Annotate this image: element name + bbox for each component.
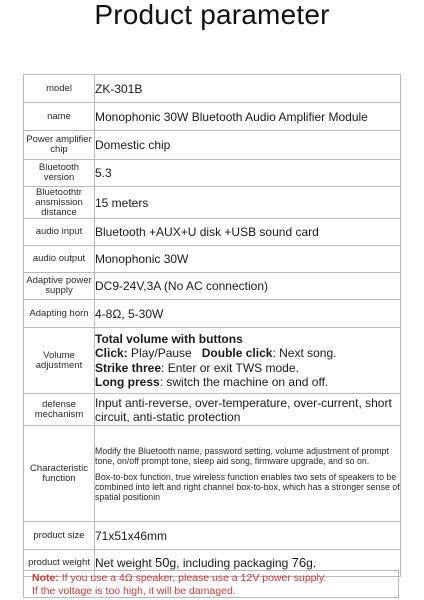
row-label: product weight [24,550,95,577]
row-label: name [24,103,95,131]
table-row-volume [24,328,401,394]
volume-value [95,328,401,394]
row-label: Volume adjustment [24,328,95,394]
volume-click-line: Click: Play/Pause Double click: Next song. [95,346,337,360]
characteristic-paragraph: Modify the Bluetooth name, password setting, volume adjustment of prompt tone, on/off prompt tone, sleep aid song, firmware upgrade, and so on. [95,445,389,466]
note-line: Note: If you use a 4Ω speaker, please use a 12V power supply. [32,572,327,584]
row-value: Monophonic 30W [95,246,401,273]
row-value: DC9-24V,3A (No AC connection) [95,273,401,300]
page-title: Product parameter [94,0,330,30]
warning-note [23,570,399,598]
table-row [24,300,401,328]
row-label: Adapting horn [24,300,95,328]
weight-value: Net weight 50g, including packaging 76g. [95,550,401,577]
row-label: audio output [24,246,95,273]
volume-heading: Total volume with buttons [95,331,243,346]
row-value: ZK-301B [95,75,401,103]
row-value: Monophonic 30W Bluetooth Audio Amplifier Module [95,103,401,131]
row-value: 71x51x46mm [95,522,401,550]
row-value: 15 meters [95,187,401,219]
table-row-characteristic [24,426,401,522]
table-row [24,187,401,219]
row-label: Bluetooth version [24,160,95,187]
row-value: 4-8Ω, 5-30W [95,300,401,328]
row-label: model [24,75,95,103]
characteristic-paragraph: Box-to-box function, true wireless function enables two sets of speakers to be combined into left and right channel box-to-box, which has a stronger sense of spatial positionin [95,471,400,502]
row-label: Adaptive power supply [24,273,95,300]
row-value: Domestic chip [95,131,401,160]
table-row [24,103,401,131]
row-value: Bluetooth +AUX+U disk +USB sound card [95,219,401,246]
row-label: Power amplifier chip [24,131,95,160]
characteristic-value [95,426,401,522]
row-label: product size [24,522,95,550]
row-label: defense mechanism [24,394,95,426]
defense-value: Input anti-reverse, over-temperature, over-current, short circuit, anti-static protection [95,394,401,426]
table-row [24,246,401,273]
table-row-defense [24,394,401,426]
table-row [24,219,401,246]
note-line: If the voltage is too high, it will be damaged. [32,585,236,597]
row-value: 5.3 [95,160,401,187]
row-label: Characteristic function [24,426,95,522]
table-row [24,131,401,160]
table-row [24,273,401,300]
table-row [24,75,401,103]
table-row [24,522,401,550]
volume-long-line: Long press: switch the machine on and off. [95,375,329,389]
row-label: Bluetoothtr ansmission distance [24,187,95,219]
volume-strike-line: Strike three: Enter or exit TWS mode. [95,360,299,375]
table-row [24,160,401,187]
row-label: audio input [24,219,95,246]
parameter-table [23,74,401,577]
